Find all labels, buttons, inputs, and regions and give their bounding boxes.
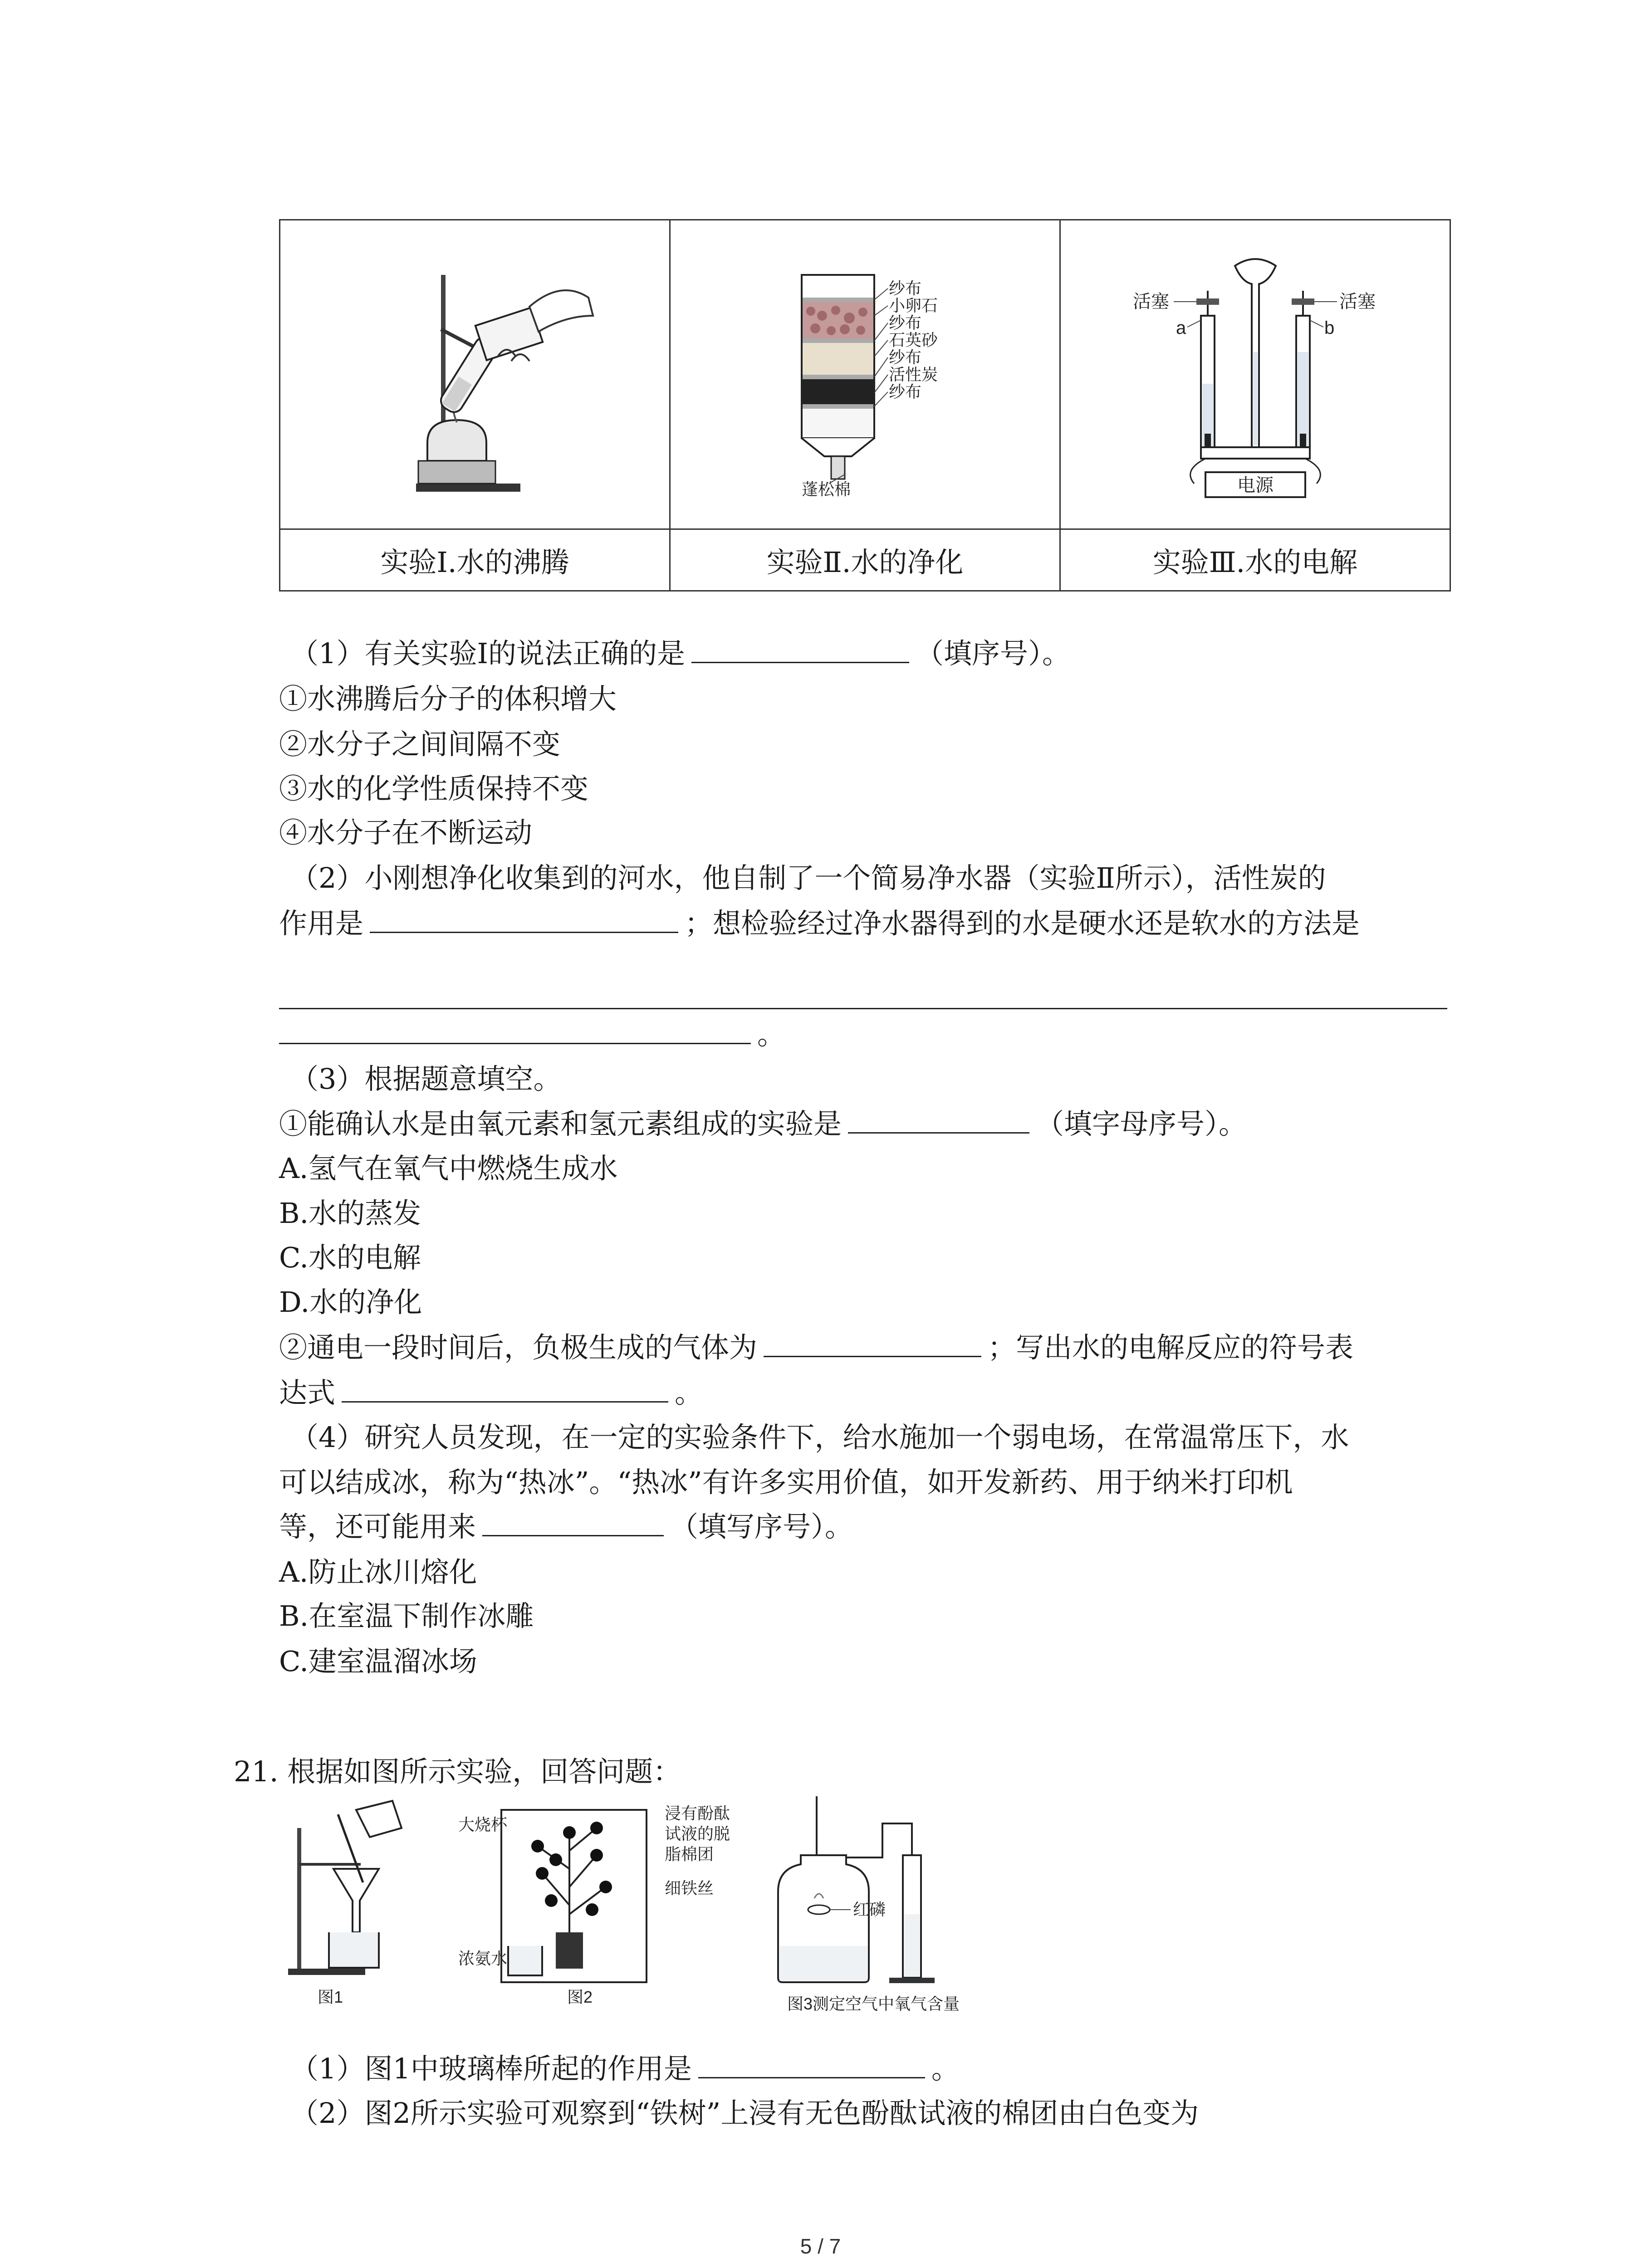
q21-figure1-filtration <box>288 1801 402 2006</box>
caption-purification: 实验Ⅱ.水的净化 <box>670 529 1060 591</box>
boiling-figure-cell <box>280 220 670 529</box>
page-number: 5 / 7 <box>800 2234 841 2258</box>
electrolysis-tube-b-label: b <box>1324 318 1334 338</box>
experiment-table <box>279 219 1451 591</box>
q20-part3-head: （3）根据题意填空。 <box>290 1062 562 1095</box>
purifier-figure-cell <box>670 220 1060 529</box>
q20-part2-line1: （2）小刚想净化收集到的河水，他自制了一个简易净水器（实验Ⅱ所示），活性炭的 <box>290 861 1326 894</box>
q20-part4-line1: （4）研究人员发现，在一定的实验条件下，给水施加一个弱电场，在常温常压下，水 <box>290 1421 1349 1454</box>
filter-label-activated-carbon: 活性炭 <box>888 365 938 384</box>
q21-figure2-wire-label: 细铁丝 <box>665 1879 714 1897</box>
q20-part3-option-d: D.水的净化 <box>279 1286 422 1319</box>
q20-part4-option-b: B.在室温下制作冰雕 <box>279 1599 534 1633</box>
filter-label-pebble: 小卵石 <box>888 296 938 315</box>
q21-figure2-cotton-label-3: 脂棉团 <box>665 1845 714 1863</box>
q20-part3-option-c: C.水的电解 <box>279 1241 421 1274</box>
q21-figure2-iron-tree <box>458 1804 730 2006</box>
q20-part2-carbon-role-blank[interactable] <box>370 928 678 933</box>
electrolysis-tube-a-label: a <box>1176 318 1186 338</box>
q20-part3-option-a: A.氢气在氧气中燃烧生成水 <box>279 1152 618 1185</box>
filter-label-gauze-1: 纱布 <box>888 279 921 298</box>
q20-part2-line2: 作用是 ；想检验经过净水器得到的水是硬水还是软水的方法是 <box>279 907 1360 940</box>
filter-label-gauze-3: 纱布 <box>888 347 921 367</box>
filter-label-gauze-4: 纱布 <box>888 382 921 401</box>
electrolysis-figure-cell <box>1060 220 1450 529</box>
q20-part4-answer-blank[interactable] <box>482 1531 664 1536</box>
q21-figure2-beaker-label: 大烧杯 <box>458 1815 508 1834</box>
q20-part4-line3: 等，还可能用来 （填写序号）。 <box>279 1510 853 1543</box>
q20-part3-option-b: B.水的蒸发 <box>279 1197 421 1230</box>
q20-part4-option-a: A.防止冰川熔化 <box>279 1555 477 1589</box>
q20-part3-q2-cont: 达式 。 <box>279 1376 703 1409</box>
filter-label-gauze-2: 纱布 <box>888 313 921 332</box>
q21-part1: （1）图1中玻璃棒所起的作用是 。 <box>290 2052 960 2085</box>
q20-part1-stem: （1）有关实验Ⅰ的说法正确的是 （填序号）。 <box>290 637 1070 670</box>
q21-figure3-caption: 图3测定空气中氧气含量 <box>787 1994 960 2013</box>
q20-part1-answer-blank[interactable] <box>691 658 909 663</box>
q21-figure3-phosphorus-label: 红磷 <box>853 1900 886 1919</box>
q21-figure2-cotton-label-2: 试液的脱 <box>665 1824 730 1843</box>
electrolysis-left-valve-label: 活塞 <box>1132 291 1169 312</box>
q20-part2-method-blank-line2[interactable] <box>279 1039 751 1044</box>
electrolysis-apparatus-figure <box>1115 248 1396 502</box>
q20-part3-gas-blank[interactable] <box>764 1352 981 1357</box>
water-purifier-figure <box>747 248 983 502</box>
q20-part3-equation-blank[interactable] <box>342 1398 668 1403</box>
boiling-apparatus-figure <box>348 248 602 502</box>
electrolysis-power-label: 电源 <box>1237 475 1274 495</box>
q21-figure2-caption: 图2 <box>567 1988 593 2006</box>
q20-part3-q2: ②通电一段时间后，负极生成的气体为 ；写出水的电解反应的符号表 <box>279 1331 1354 1364</box>
q20-part4-option-c: C.建室温溜冰场 <box>279 1645 477 1678</box>
q20-part2-method-blank-line1[interactable] <box>279 1008 1447 1009</box>
q21-stem: 21. 根据如图所示实验，回答问题： <box>234 1755 681 1788</box>
q21-figure2-cotton-label-1: 浸有酚酞 <box>665 1804 730 1823</box>
caption-electrolysis: 实验Ⅲ.水的电解 <box>1060 529 1450 591</box>
q21-figure3-oxygen <box>778 1796 960 2013</box>
q21-figures <box>279 1796 1050 2028</box>
q20-part2-line4: 。 <box>279 1014 1450 1056</box>
electrolysis-right-valve-label: 活塞 <box>1339 291 1376 312</box>
q20-part1-option-4: ④水分子在不断运动 <box>279 816 533 849</box>
q20-part4-line2: 可以结成冰，称为“热冰”。“热冰”有许多实用价值，如开发新药、用于纳米打印机 <box>279 1466 1293 1499</box>
filter-label-cotton: 蓬松棉 <box>801 479 851 499</box>
q21-part2: （2）图2所示实验可观察到“铁树”上浸有无色酚酞试液的棉团由白色变为 <box>290 2097 1199 2130</box>
q20-part3-q1: ①能确认水是由氧元素和氢元素组成的实验是 （填字母序号）。 <box>279 1107 1247 1140</box>
q21-figure2-ammonia-label: 浓氨水 <box>458 1949 508 1968</box>
q20-part1-option-1: ①水沸腾后分子的体积增大 <box>279 682 617 715</box>
q20-part1-option-2: ②水分子之间间隔不变 <box>279 728 561 761</box>
q21-figure1-caption: 图1 <box>318 1988 343 2006</box>
filter-label-quartz-sand: 石英砂 <box>888 330 938 349</box>
q21-part1-answer-blank[interactable] <box>698 2073 925 2078</box>
caption-boiling: 实验Ⅰ.水的沸腾 <box>280 529 670 591</box>
q20-part1-option-3: ③水的化学性质保持不变 <box>279 772 589 805</box>
q20-part3-q1-blank[interactable] <box>848 1129 1029 1134</box>
